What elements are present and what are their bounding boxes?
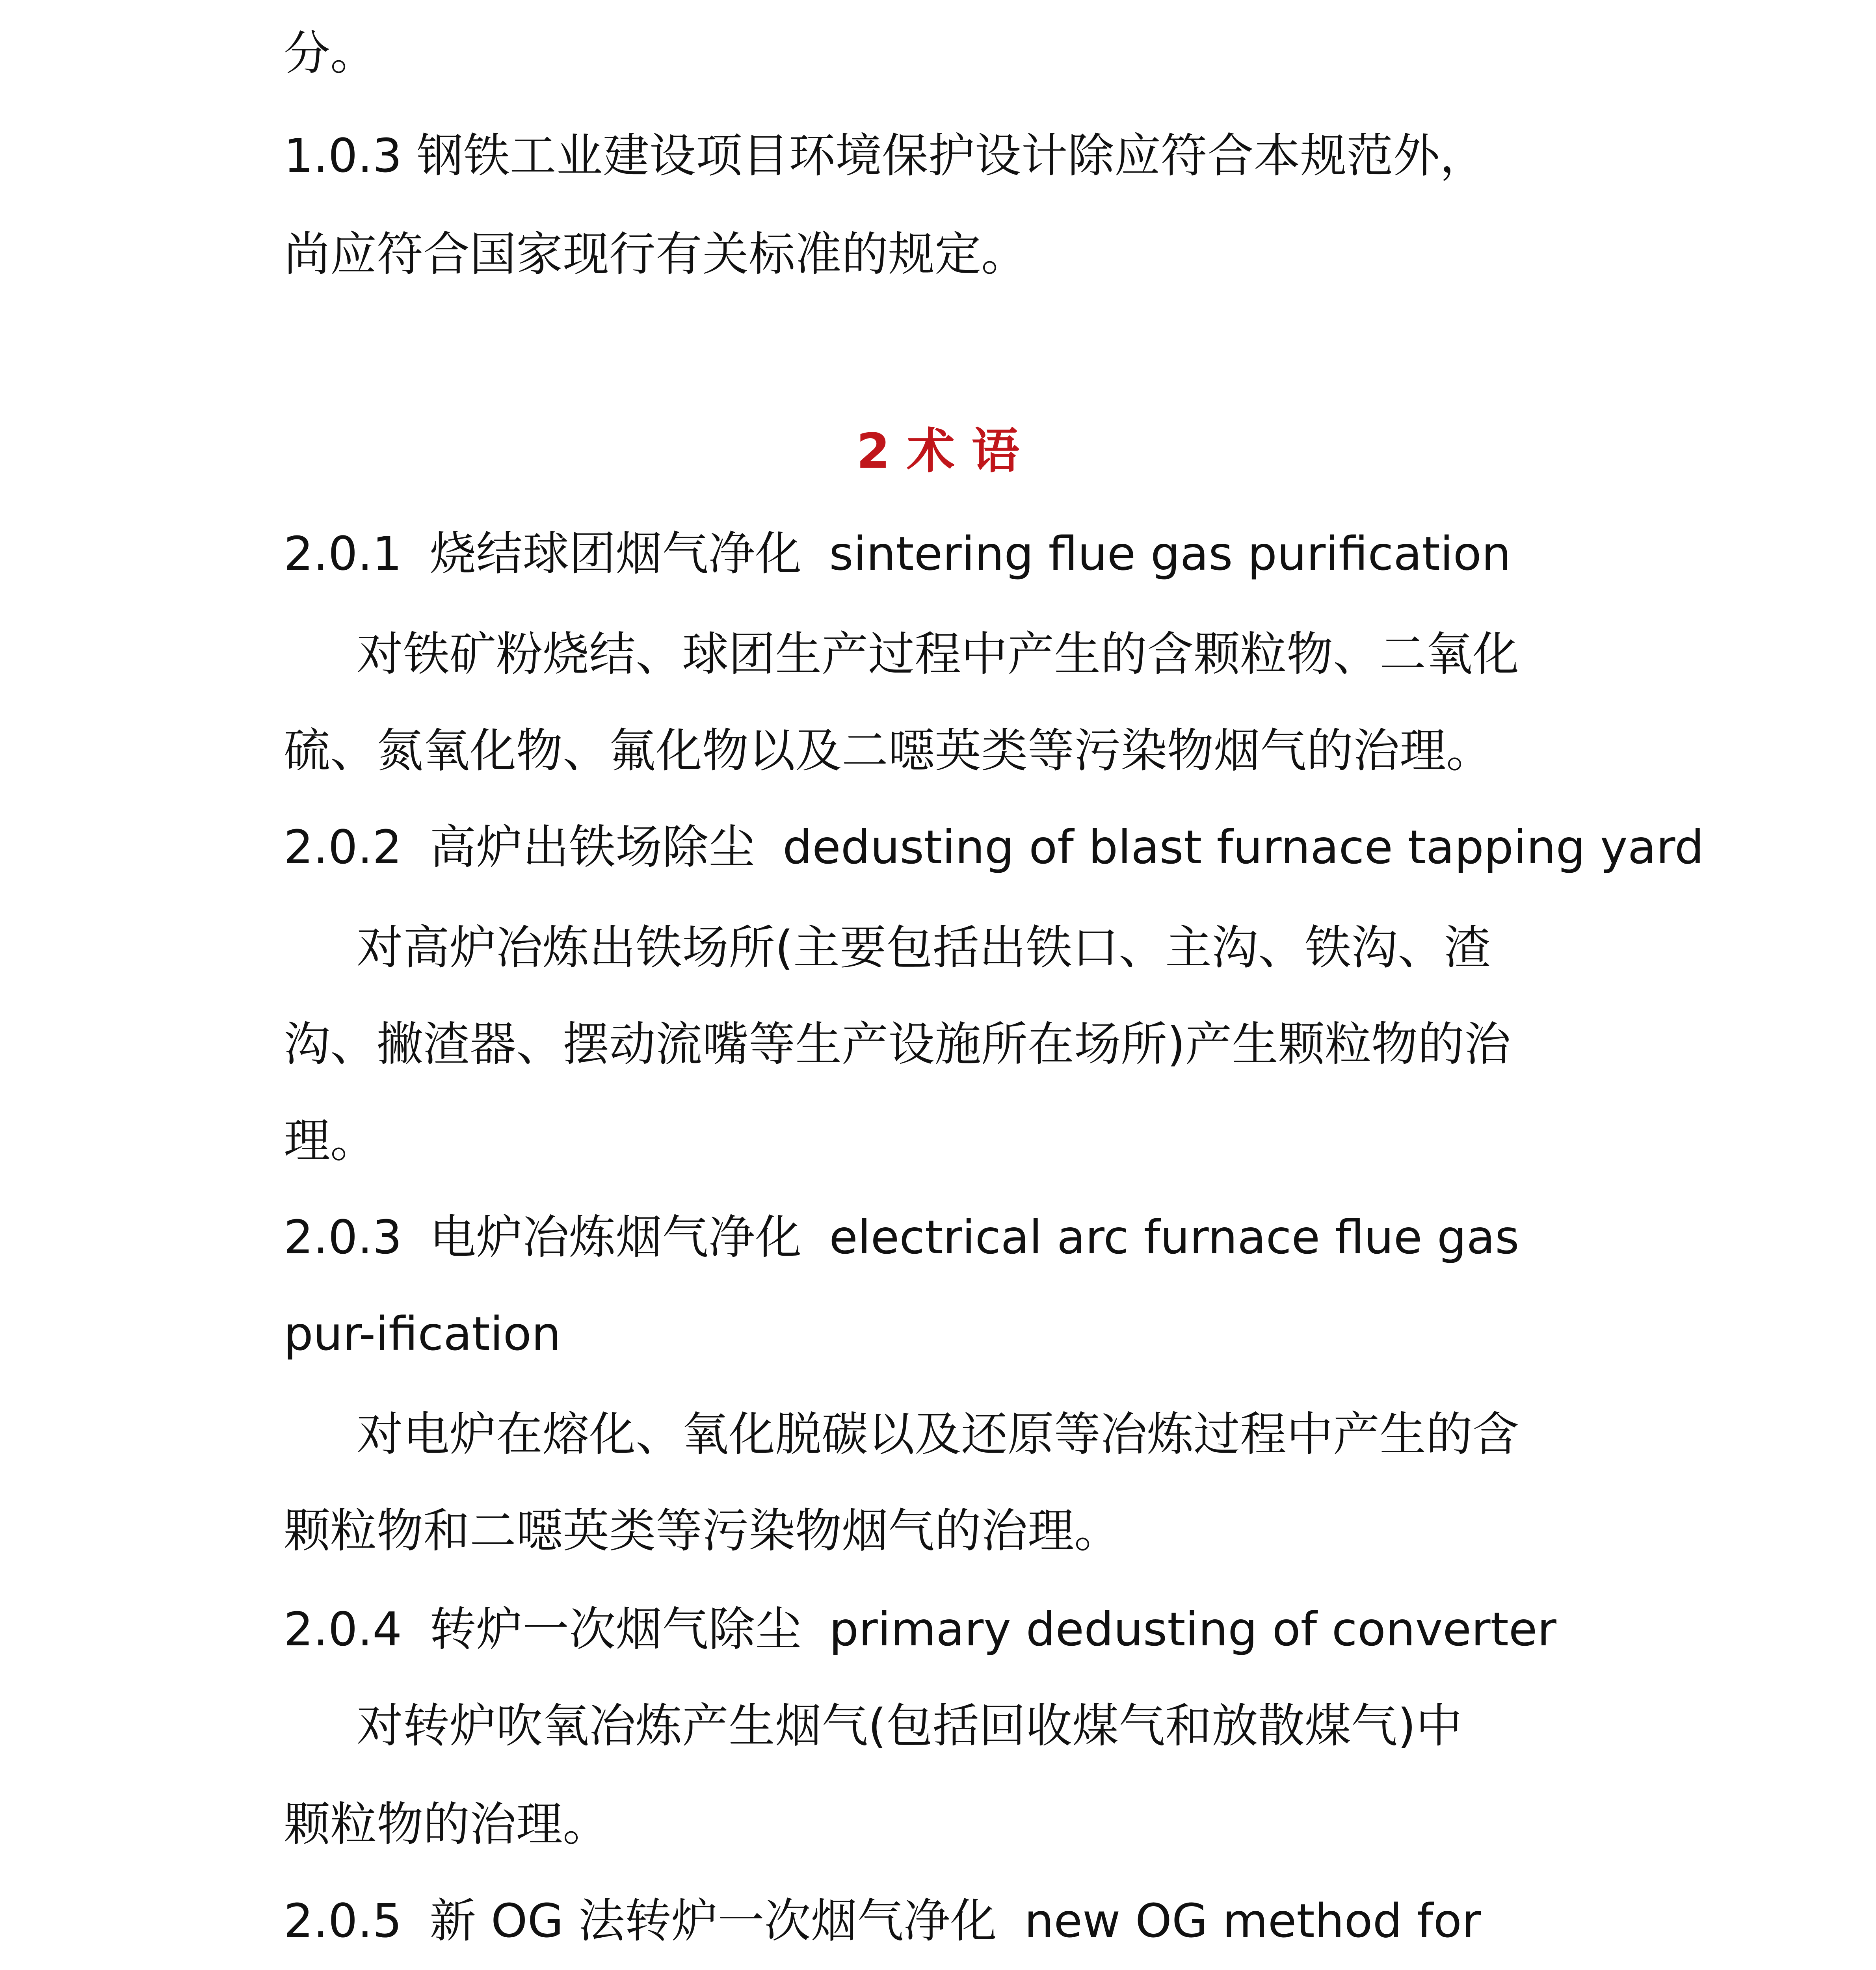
term-english: dedusting of blast furnace tapping yard (783, 820, 1704, 874)
definition-line: 对铁矿粉烧结、球团生产过程中产生的含颗粒物、二氧化 (357, 627, 1519, 681)
section-heading: 2 术 语 (856, 423, 1020, 479)
term-entry-2-0-5 (284, 1891, 1481, 1950)
definition-line: 对转炉吹氧冶炼产生烟气(包括回收煤气和放散煤气)中 (357, 1699, 1463, 1753)
term-number: 2.0.3 (284, 1210, 402, 1264)
definition-line: 硫、氮氧化物、氟化物以及二噁英类等污染物烟气的治理。 (284, 723, 1493, 778)
term-number: 2.0.2 (284, 820, 402, 874)
term-number: 2.0.4 (284, 1602, 402, 1656)
term-entry-2-0-2 (284, 818, 1704, 877)
term-chinese: 高炉出铁场除尘 (429, 820, 755, 874)
term-entry-2-0-4 (284, 1600, 1556, 1659)
definition-line: 沟、撇渣器、摆动流嘴等生产设施所在场所)产生颗粒物的治 (284, 1017, 1511, 1071)
text-line: 尚应符合国家现行有关标准的规定。 (284, 227, 1028, 281)
term-number: 2.0.1 (284, 526, 402, 581)
term-chinese: 转炉一次烟气除尘 (429, 1602, 802, 1656)
term-entry-2-0-1 (284, 524, 1511, 583)
definition-line: 对电炉在熔化、氧化脱碳以及还原等冶炼过程中产生的含 (357, 1407, 1519, 1461)
text-line: 1.0.3 钢铁工业建设项目环境保护设计除应符合本规范外， (284, 128, 1486, 183)
term-english: sintering flue gas purification (829, 526, 1511, 581)
term-english-continued: pur-ification (284, 1307, 561, 1361)
text-line: 分。 (284, 26, 377, 80)
term-english: primary dedusting of converter (829, 1602, 1556, 1656)
definition-line: 颗粒物的治理。 (284, 1797, 610, 1851)
term-number: 2.0.5 (284, 1894, 402, 1948)
definition-line: 对高炉冶炼出铁场所(主要包括出铁口、主沟、铁沟、渣 (357, 920, 1491, 975)
term-entry-2-0-3 (284, 1208, 1519, 1267)
term-chinese: 新 OG 法转炉一次烟气净化 (429, 1894, 997, 1948)
term-english: new OG method for (1024, 1894, 1481, 1948)
term-english: electrical arc furnace flue gas (829, 1210, 1519, 1264)
term-chinese: 电炉冶炼烟气净化 (429, 1210, 802, 1264)
term-chinese: 烧结球团烟气净化 (429, 526, 802, 581)
definition-line: 颗粒物和二噁英类等污染物烟气的治理。 (284, 1504, 1121, 1558)
definition-line: 理。 (284, 1113, 377, 1168)
